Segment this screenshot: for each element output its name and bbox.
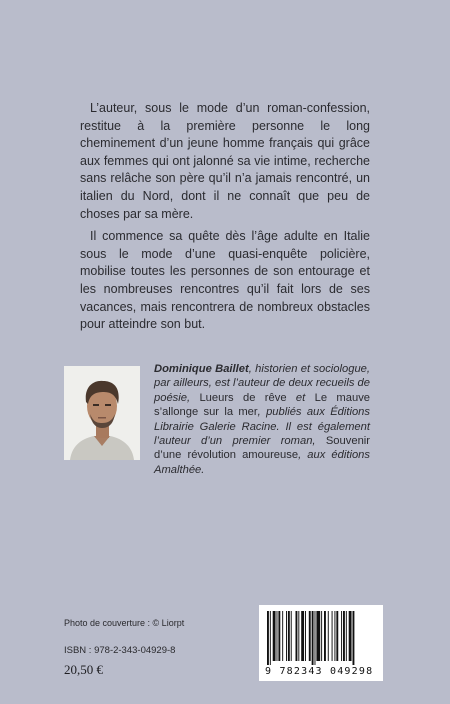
barcode-bar bbox=[349, 611, 352, 661]
barcode-bar bbox=[341, 611, 342, 661]
barcode-bar bbox=[282, 611, 283, 661]
synopsis-paragraph: L’auteur, sous le mode d’un roman-confession, restitue à la première personne le long cheminement d’un jeune homme français qui grâce aux femmes qui ont jalonné sa vie intime, recherche sans relâche son père qu’il n’a jamais rencontré, un italien du Nord, dont il ne connaît que peu de choses par sa mère. bbox=[80, 101, 370, 221]
barcode-bar bbox=[298, 611, 299, 661]
bio-text: , historien et sociologue, par ailleurs, est l’auteur de deux recueils de poésie, bbox=[154, 363, 370, 404]
barcode-bar bbox=[286, 611, 287, 661]
synopsis bbox=[80, 100, 370, 339]
photo-credit: Photo de couverture : © Liorpt bbox=[64, 618, 185, 628]
barcode-bar bbox=[334, 611, 335, 661]
barcode-bar bbox=[267, 611, 269, 665]
barcode-bars bbox=[267, 611, 375, 665]
author-name: Dominique Baillet bbox=[154, 363, 249, 375]
book-title: Lueurs de rêve bbox=[199, 391, 287, 404]
barcode-bar bbox=[315, 611, 316, 665]
barcode-bar bbox=[270, 611, 271, 665]
author-bio bbox=[154, 362, 370, 477]
author-photo bbox=[64, 366, 140, 460]
barcode-bar bbox=[343, 611, 345, 661]
barcode-bar bbox=[328, 611, 329, 661]
barcode-bar bbox=[332, 611, 333, 661]
barcode-bar bbox=[278, 611, 280, 661]
barcode-bar bbox=[336, 611, 338, 661]
barcode-bar bbox=[312, 611, 314, 665]
barcode-bar bbox=[296, 611, 298, 661]
isbn: ISBN : 978-2-343-04929-8 bbox=[64, 645, 176, 656]
barcode-bar bbox=[277, 611, 278, 661]
collection-label bbox=[22, 30, 40, 200]
barcode-bar bbox=[288, 611, 290, 661]
price: 20,50 € bbox=[64, 662, 103, 677]
book-title: Le mauve s’allonge sur la mer bbox=[154, 391, 371, 419]
barcode-bar bbox=[324, 611, 326, 661]
bio-text: et bbox=[286, 391, 315, 404]
barcode-bar bbox=[353, 611, 355, 665]
barcode-bar bbox=[291, 611, 292, 661]
barcode-digits: 9 782343 049298 bbox=[265, 666, 374, 677]
barcode-bar bbox=[321, 611, 322, 661]
bio-text: , aux éditions Amalthée. bbox=[154, 449, 370, 476]
barcode-bar bbox=[305, 611, 306, 661]
barcode bbox=[259, 605, 383, 681]
barcode-bar bbox=[316, 611, 320, 661]
barcode-bar bbox=[309, 611, 311, 661]
barcode-bar bbox=[301, 611, 304, 661]
barcode-bar bbox=[273, 611, 276, 661]
synopsis-paragraph: Il commence sa quête dès l’âge adulte en Italie sous le mode d’une quasi-enquête policière, mobilise toutes les personnes de son entourage et les nombreuses rencontres qu’il fait lors de ses vacances, mais rencontrera de nombreux obstacles pour atteindre son but. bbox=[80, 229, 370, 332]
barcode-bar bbox=[346, 611, 347, 661]
author-portrait-image bbox=[64, 366, 140, 460]
bio-text: , publiés aux Éditions Librairie Galerie Racine. Il est également l’auteur d’un premier roman, bbox=[154, 406, 370, 448]
book-title: Souvenir d’une révolution amoureuse bbox=[154, 435, 370, 462]
